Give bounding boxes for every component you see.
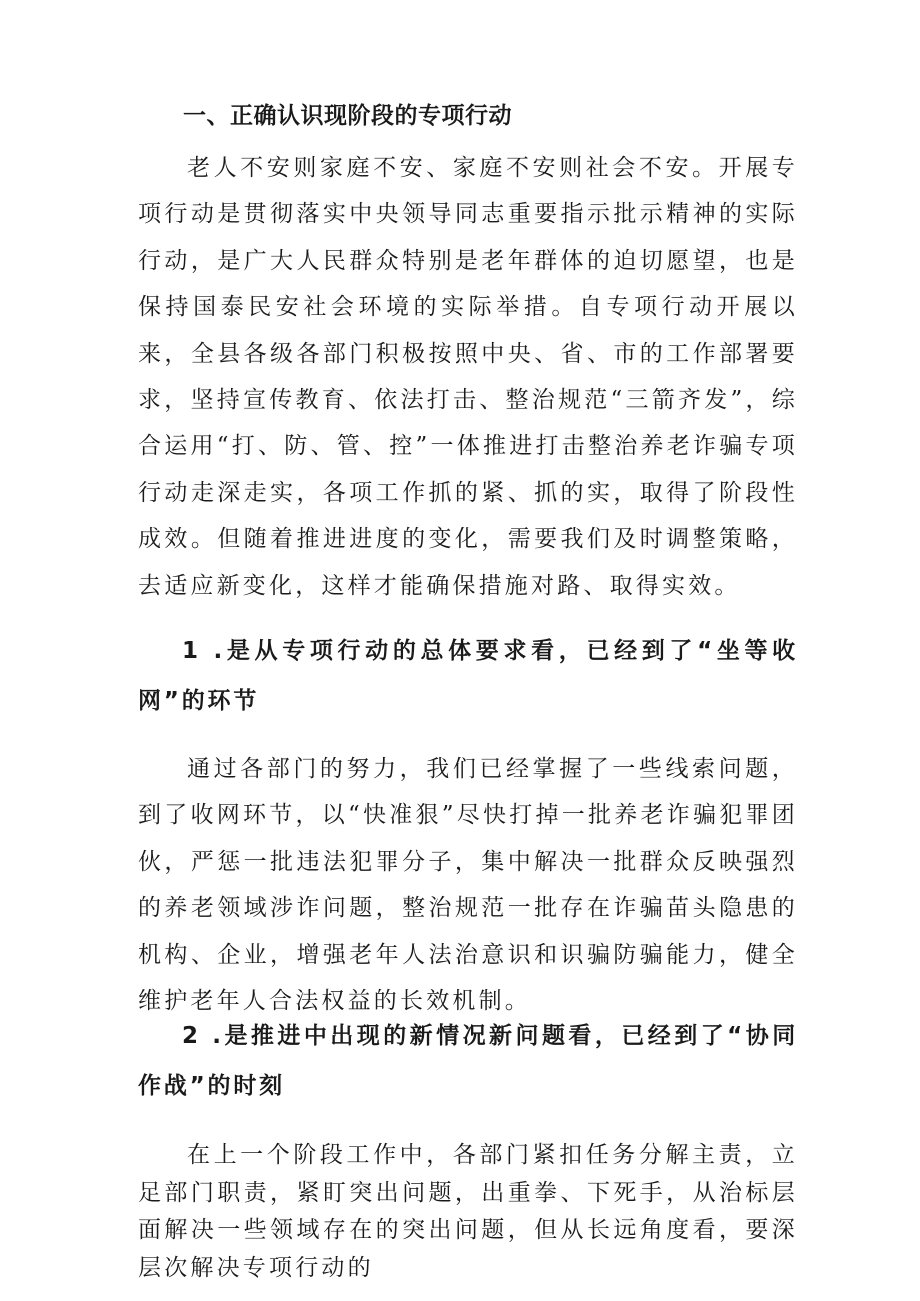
paragraph-2: 在上一个阶段工作中，各部门紧扣任务分解主责，立足部门职责，紧盯突出问题，出重拳、下死手，从治标层面解决一些领域存在的突出问题，但从长远角度看，要深层次解决专项行动的 <box>138 1142 798 1281</box>
paragraph-intro: 老人不安则家庭不安、家庭不安则社会不安。开展专项行动是贯彻落实中央领导同志重要指示批示精神的实际行动，是广大人民群众特别是老年群体的迫切愿望，也是保持国泰民安社会环境的实际举措。自专项行动开展以来，全县各级各部门积极按照中央、省、市的工作部署要求，坚持宣传教育、依法打击、整治规范“三箭齐发”，综合运用“打、防、管、控”一体推进打击整治养老诈骗专项行动走深走实，各项工作抓的紧、抓的实，取得了阶段性成效。但随着推进进度的变化，需要我们及时调整策略，去适应新变化，这样才能确保措施对路、取得实效。 <box>138 155 798 599</box>
paragraph-1: 通过各部门的努力，我们已经掌握了一些线索问题，到了收网环节，以“快准狠”尽快打掉一批养老诈骗犯罪团伙，严惩一批违法犯罪分子，集中解决一批群众反映强烈的养老领域涉诈问题，整治规范一批存在诈骗苗头隐患的机构、企业，增强老年人法治意识和识骗防骗能力，健全维护老年人合法权益的长效机制。 <box>138 756 798 1015</box>
subheading-2: 2 .是推进中出现的新情况新问题看，已经到了“协同作战”的时刻 <box>138 1023 798 1099</box>
subheading-1: 1 .是从专项行动的总体要求看，已经到了“坐等收网”的环节 <box>138 638 798 714</box>
section-heading: 一、正确认识现阶段的专项行动 <box>183 103 512 129</box>
